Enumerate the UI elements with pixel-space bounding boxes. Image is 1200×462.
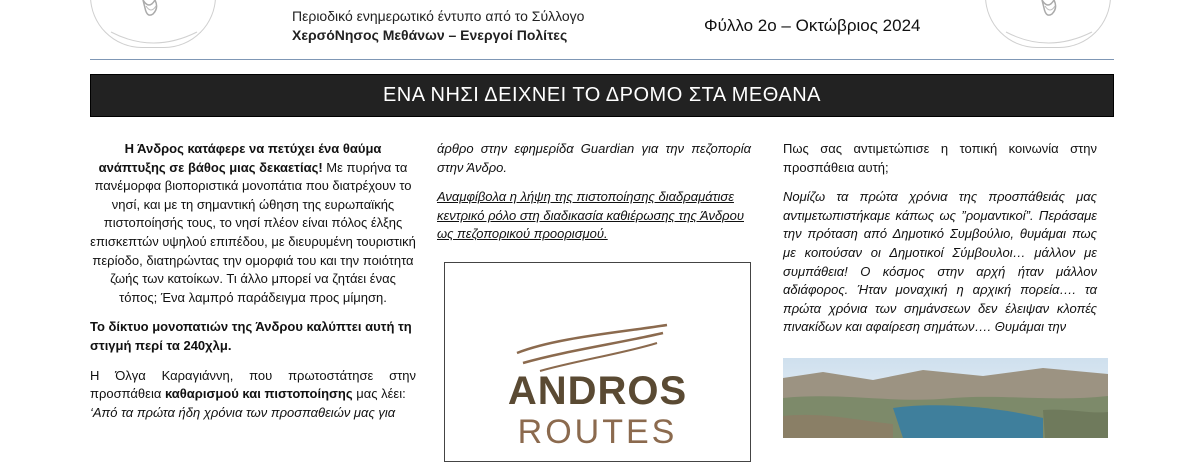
header-rule [90, 59, 1114, 60]
club-seal-left [90, 0, 216, 48]
article-column-3 [783, 140, 1097, 348]
logo-wordmark: ANDROS [507, 369, 688, 413]
publication-subtitle: Περιοδικό ενημερωτικό έντυπο από το Σύλλογο [292, 8, 585, 24]
issue-label: Φύλλο 2ο – Οκτώβριος 2024 [704, 16, 921, 35]
seal-emblem-icon [91, 0, 217, 48]
interview-emphasis: καθαρισμού και πιστοποίησης [164, 386, 353, 402]
intro-text: Με πυρήνα τα πανέμορφα βιοποριστικά μονοπάτια που διατρέχουν το νησί, και με τη σημαντική ώθηση της ευρωπαϊκής πιστοποίησής τους, το νησί πλέον είναι πόλος έλξης επισκεπτών υψηλού επιπέδου, με διευρυμένη τουριστική περίοδο, διατηρώντας την ομορφιά του και την ποιότητα ζωής των κατοίκων. Τι άλλο μπορεί να ζητάει ένας τόπος; Ένα λαμπρό παράδειγμα προς μίμηση. [90, 159, 416, 305]
certification-paragraph: Αναμφίβολα η λήψη της πιστοποίησης διαδραμάτισε κεντρικό ρόλο στη διαδικασία καθιέρωσης της Άνδρου ως πεζοπορικού προορισμού. [437, 189, 744, 242]
intro-paragraph [90, 140, 416, 307]
seal-emblem-icon [986, 0, 1112, 48]
interview-text-a: Η Όλγα Καραγιάννη, που πρωτοστάτησε στην προσπάθεια [90, 367, 416, 402]
club-seal-right [985, 0, 1111, 48]
coastline-photo-icon [783, 358, 1108, 438]
guardian-paragraph: άρθρο στην εφημερίδα Guardian για την πεζοπορία στην Άνδρο. [437, 141, 751, 175]
network-paragraph: Το δίκτυο μονοπατιών της Άνδρου καλύπτει αυτή τη στιγμή περί τα 240χλμ. [90, 319, 412, 353]
andros-coast-photo [783, 358, 1108, 438]
question-paragraph: Πως σας αντιμετώπισε η τοπική κοινωνία στην προσπάθεια αυτή; [783, 141, 1097, 175]
headline: ΕΝΑ ΝΗΣΙ ΔΕΙΧΝΕΙ ΤΟ ΔΡΟΜΟ ΣΤΑ ΜΕΘΑΝΑ [382, 84, 822, 106]
publisher-name: ΧερσόΝησος Μεθάνων – Ενεργοί Πολίτες [292, 27, 568, 43]
interview-text-b: μας λέει: [352, 386, 406, 402]
article-column-1 [90, 140, 416, 433]
answer-paragraph: Νομίζω τα πρώτα χρόνια της προσπάθειάς μας αντιμετωπιστήκαμε κάπως ως ”ρομαντικοί”. Περάσαμε την πρόταση από Δημοτικό Συμβούλιο, θυμάμαι πως με κοιτούσαν οι Δημοτικοί Σύμβουλοι… μάλλον με συμπάθεια! Ο κόσμος στην αρχή ήταν μάλλον αδιάφορος. Ήταν μοναχική η αρχική πορεία…. τα πρώτα χρόνια των σημάνσεων δεν έλειψαν κλοπές πινακίδων και αφαίρεση σημάτων…. Θυμάμαι την [783, 189, 1097, 335]
headline-banner [90, 74, 1114, 117]
intro-lead: Η Άνδρος κατάφερε να πετύχει ένα θαύμα ανάπτυξης σε βάθος μιας δεκαετίας! [98, 141, 382, 175]
interview-quote: ‘Από τα πρώτα ήδη χρόνια των προσπαθειών μας για [90, 404, 396, 420]
interview-paragraph [90, 367, 416, 423]
logo-subword: ROUTES [517, 413, 678, 451]
andros-routes-logo [444, 262, 751, 462]
article-column-2 [437, 140, 751, 255]
